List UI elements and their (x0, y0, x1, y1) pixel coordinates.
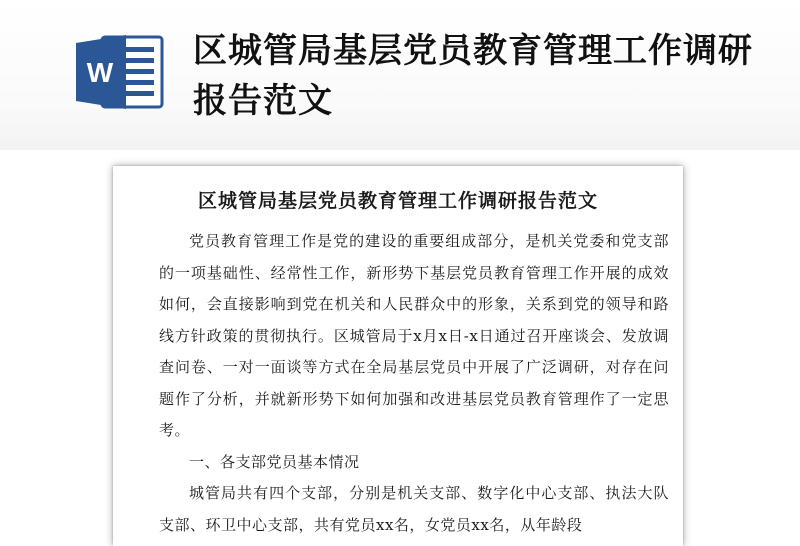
document-title: 区城管局基层党员教育管理工作调研报告范文 (197, 190, 598, 212)
banner-title: 区城管局基层党员教育管理工作调研报告范文 (193, 31, 753, 121)
document-page (113, 166, 683, 546)
word-icon-letter: W (86, 57, 114, 88)
word-icon (76, 33, 166, 111)
document-body (159, 226, 669, 541)
paragraph-intro: 党员教育管理工作是党的建设的重要组成部分，是机关党委和党支部的一项基础性、经常性工作，新形势下基层党员教育管理工作开展的成效如何，会直接影响到党在机关和人民群众中的形象，关系到党的领导和路线方针政策的贯彻执行。区城管局于x月x日-x日通过召开座谈会、发放调查问卷、一对一面谈等方式在全局基层党员中开展了广泛调研，对存在问题作了分析，并就新形势下如何加强和改进基层党员教育管理作了一定思考。 (159, 232, 669, 439)
section-heading: 一、各支部党员基本情况 (189, 452, 360, 471)
paragraph-branches: 城管局共有四个支部，分别是机关支部、数字化中心支部、执法大队支部、环卫中心支部，共有党员xx名，女党员xx名，从年龄段 (159, 484, 669, 534)
